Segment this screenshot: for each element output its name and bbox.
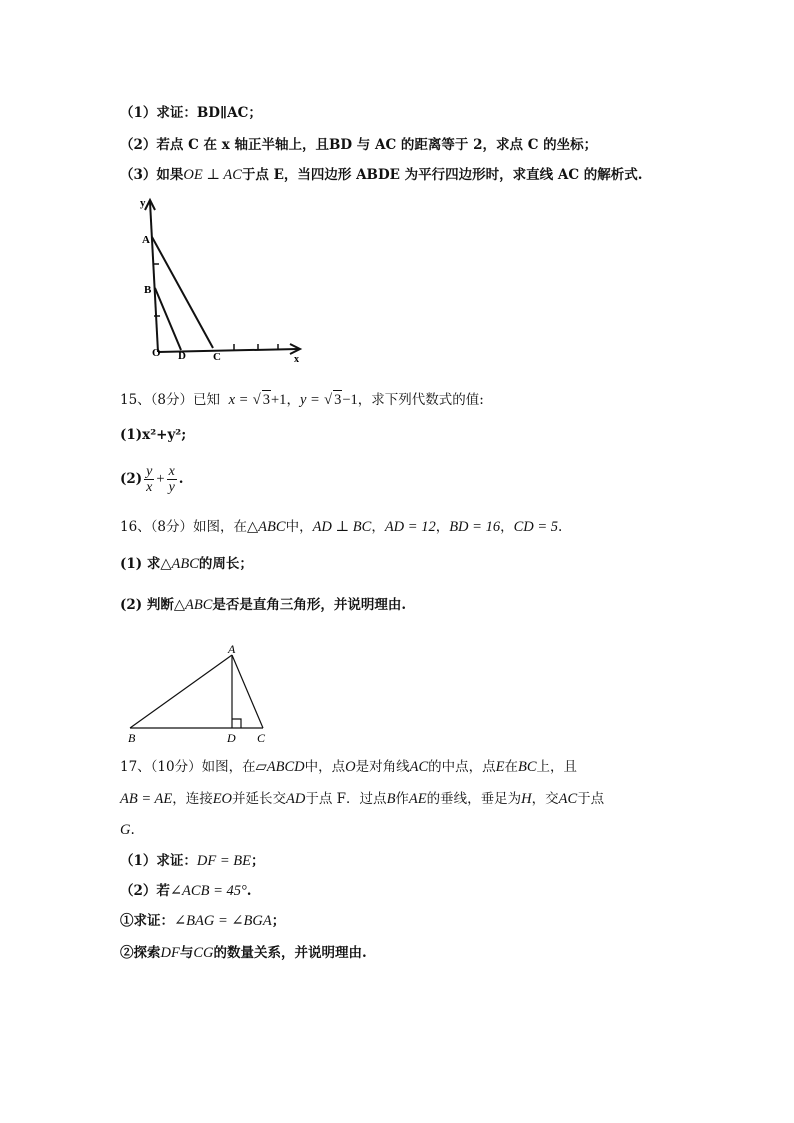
q16-mid: 中， bbox=[285, 519, 313, 535]
q15-y-eq: y = bbox=[299, 392, 320, 408]
q16-header-text: 16、（8分）如图，在 bbox=[120, 519, 248, 535]
q15-part1: (1)x²+y²; bbox=[120, 427, 187, 443]
segment-AC bbox=[152, 237, 213, 348]
q14-part3-text-b: 于点 E，当四边形 ABDE 为平行四边形时，求直线 AC 的解析式. bbox=[241, 167, 643, 183]
q15-header-text: 15、（8分）已知 bbox=[120, 392, 221, 408]
q16-part1 bbox=[120, 555, 253, 573]
q17-line1: 17、（10分）如图，在▱ABCD中，点O是对角线AC的中点，点E在BC上，且 bbox=[120, 759, 578, 775]
q16-part1-a: (1) 求 bbox=[120, 556, 161, 572]
point-O-label: O bbox=[152, 347, 161, 359]
vertex-D-label: D bbox=[227, 731, 236, 745]
q17-line2: AB = AE，连接EO并延长交AD于点 F．过点B作AE的垂线，垂足为H，交AC于点 bbox=[120, 791, 605, 807]
q17-line3: G. bbox=[120, 822, 135, 838]
q17-parallelogram: ▱ABCD bbox=[255, 759, 305, 775]
vertex-C-label: C bbox=[257, 731, 266, 745]
x-axis-label: x bbox=[294, 354, 299, 365]
q17-sub2: ②探索DF与CG的数量关系，并说明理由. bbox=[120, 945, 367, 961]
q16-part2-triangle: △ABC bbox=[173, 597, 213, 613]
q17-part2: （2）若∠ACB = 45°. bbox=[120, 883, 252, 899]
q16-part2 bbox=[120, 596, 406, 614]
q16-triangle: △ABC bbox=[247, 519, 286, 535]
q17-sub1: ①求证：∠BAG = ∠BGA； bbox=[120, 913, 286, 929]
q15-header: 15、（8分）已知 x = √ 3+1，y = √ 3−1，求下列代数式的值: bbox=[120, 392, 484, 408]
side-AC bbox=[232, 655, 263, 728]
q15-x-eq: x = bbox=[228, 392, 249, 408]
q15-y-radicand: 3 bbox=[334, 392, 342, 408]
q14-part3 bbox=[120, 166, 642, 184]
q15-x-tail: +1 bbox=[271, 392, 287, 408]
q15-part2 bbox=[120, 463, 184, 495]
point-A-label: A bbox=[142, 234, 150, 246]
q15-x-radicand: 3 bbox=[262, 392, 270, 408]
q15-end: . bbox=[178, 471, 184, 487]
q16-header: 16、（8分）如图，在△ABC中，AD ⊥ BC，AD = 12，BD = 16，CD = 5. bbox=[120, 519, 563, 535]
q16-cond-perp: AD ⊥ BC bbox=[312, 519, 372, 535]
point-B-label: B bbox=[144, 284, 152, 296]
right-angle-mark bbox=[232, 719, 241, 728]
q15-tail: ，求下列代数式的值: bbox=[357, 392, 484, 408]
q16-part2-b: 是否是直角三角形，并说明理由. bbox=[212, 597, 407, 613]
vertex-B-label: B bbox=[128, 731, 136, 745]
vertex-A-label: A bbox=[228, 642, 236, 656]
q15-part2-label: (2) bbox=[120, 471, 143, 487]
q14-part2: （2）若点 C 在 x 轴正半轴上，且BD 与 AC 的距离等于 2，求点 C 的坐标； bbox=[120, 137, 598, 153]
q14-part3-text-a: （3）如果 bbox=[120, 167, 184, 183]
q16-cond-bd: BD = 16 bbox=[449, 519, 501, 535]
q15-y-tail: −1 bbox=[342, 392, 358, 408]
q16-part1-triangle: △ABC bbox=[160, 556, 199, 572]
y-axis-label: y bbox=[140, 197, 146, 209]
fraction-x-over-y: $\frac{x}{y}$ bbox=[168, 464, 175, 495]
q16-part2-a: (2) 判断 bbox=[120, 597, 174, 613]
fraction-y-over-x: $\frac{y}{x}$ bbox=[146, 464, 153, 495]
q14-part3-math: OE ⊥ AC bbox=[183, 167, 242, 183]
figure-triangle-abc bbox=[120, 640, 280, 748]
point-C-label: C bbox=[213, 351, 221, 363]
segment-BD bbox=[155, 288, 181, 350]
y-axis bbox=[150, 202, 158, 352]
q15-comma: ， bbox=[286, 392, 300, 408]
figure-coordinate-diagram bbox=[130, 192, 310, 367]
q14-part1: （1）求证：BD∥AC； bbox=[120, 105, 262, 121]
q16-cond-cd: CD = 5 bbox=[513, 519, 559, 535]
q17-part1: （1）求证：DF = BE； bbox=[120, 853, 265, 869]
side-AB bbox=[130, 655, 232, 728]
plus-sign: + bbox=[156, 471, 165, 487]
point-D-label: D bbox=[178, 350, 186, 362]
q16-cond-ad: AD = 12 bbox=[384, 519, 436, 535]
q16-part1-b: 的周长； bbox=[198, 556, 253, 572]
